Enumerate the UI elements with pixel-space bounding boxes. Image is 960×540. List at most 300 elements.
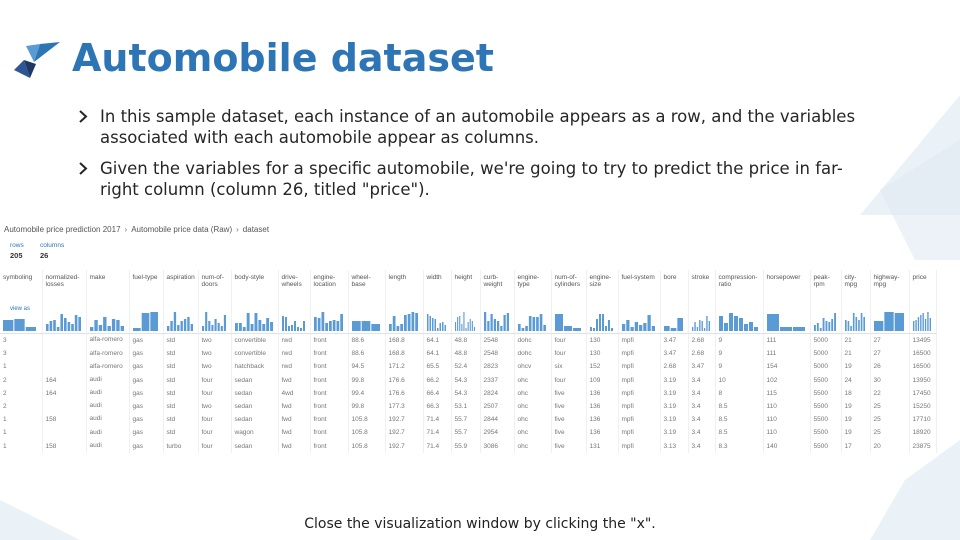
histogram-icon: [913, 309, 932, 331]
histogram-bar: [26, 327, 36, 331]
table-cell: 25: [870, 400, 909, 413]
table-row: [0, 334, 936, 348]
histogram-bar: [647, 315, 650, 331]
table-cell: 25: [870, 426, 909, 439]
breadcrumb-item[interactable]: Automobile price prediction 2017: [4, 225, 121, 234]
column-header[interactable]: price: [909, 270, 936, 300]
column-histogram[interactable]: [480, 300, 514, 334]
histogram-bar: [432, 318, 434, 331]
histogram-bar: [220, 326, 222, 331]
column-histogram[interactable]: [870, 300, 909, 334]
table-cell: 17710: [909, 413, 936, 426]
table-cell: audi: [86, 426, 129, 439]
table-cell: 168.8: [385, 347, 423, 360]
column-histogram[interactable]: [688, 300, 715, 334]
table-cell: gas: [129, 360, 163, 373]
histogram-bar: [336, 321, 339, 331]
table-cell: 176.6: [385, 387, 423, 400]
histogram-bar: [539, 314, 542, 331]
histogram-bar: [116, 320, 119, 331]
table-cell: 16500: [909, 347, 936, 360]
histogram-bar: [98, 325, 101, 331]
histogram-icon: [455, 309, 476, 331]
column-header[interactable]: horsepower: [763, 270, 810, 300]
column-histogram[interactable]: [451, 300, 480, 334]
histogram-bar: [611, 328, 613, 331]
histogram-bar: [223, 315, 225, 331]
column-histogram[interactable]: [163, 300, 198, 334]
table-cell: rwd: [278, 360, 310, 373]
table-cell: 94.5: [348, 360, 385, 373]
table-cell: 110: [763, 400, 810, 413]
histogram-bar: [442, 322, 444, 331]
column-header[interactable]: peak-rpm: [810, 270, 841, 300]
table-cell: 17450: [909, 387, 936, 400]
table-cell: mpfi: [618, 440, 660, 453]
table-cell: 3.47: [660, 334, 688, 348]
table-cell: 192.7: [385, 426, 423, 439]
table-cell: 111: [763, 347, 810, 360]
histogram-bar: [490, 314, 492, 331]
table-cell: 110: [763, 426, 810, 439]
column-header[interactable]: body-style: [231, 270, 278, 300]
histogram-bar: [133, 328, 141, 331]
histogram-bar: [605, 326, 607, 331]
table-cell: 13950: [909, 374, 936, 387]
column-header[interactable]: compression-ratio: [715, 270, 763, 300]
histogram-bar: [543, 325, 546, 331]
column-histogram[interactable]: [198, 300, 231, 334]
table-row: [0, 400, 936, 413]
histogram-bar: [744, 324, 748, 331]
histogram-bar: [894, 313, 903, 331]
table-cell: front: [310, 334, 348, 348]
bullet-text: In this sample dataset, each instance of an automobile appears as a row, and the variables associated with each automobile appear as columns.: [100, 107, 856, 147]
histogram-bar: [120, 326, 123, 331]
histogram-icon: [235, 309, 274, 331]
histogram-bar: [288, 326, 290, 331]
histogram-bar: [471, 321, 472, 331]
table-cell: four: [198, 440, 231, 453]
histogram-bar: [329, 321, 332, 331]
histogram-bar: [729, 313, 733, 331]
histogram-bar: [325, 323, 328, 331]
bullet-list: [78, 106, 878, 210]
histogram-bar: [724, 323, 728, 331]
histogram-bar: [238, 323, 241, 331]
dataset-table: [0, 270, 937, 453]
histogram-bar: [180, 321, 182, 331]
table-cell: 54.3: [451, 387, 480, 400]
histogram-icon: [664, 309, 684, 331]
histogram-icon: [590, 309, 614, 331]
table-cell: std: [163, 347, 198, 360]
table-cell: 66.4: [423, 387, 451, 400]
histogram-bar: [528, 316, 531, 331]
column-histogram[interactable]: [618, 300, 660, 334]
histogram-bar: [536, 317, 539, 331]
histogram-bar: [767, 314, 779, 331]
column-header[interactable]: num-of-cylinders: [551, 270, 586, 300]
histogram-bar: [467, 322, 468, 331]
histogram-bar: [694, 322, 695, 331]
table-cell: 5500: [810, 374, 841, 387]
histogram-bar: [593, 328, 595, 331]
histogram-bar: [53, 320, 56, 331]
table-cell: 2548: [480, 334, 514, 348]
histogram-icon: [90, 309, 125, 331]
histogram-bar: [396, 326, 399, 331]
histogram-bar: [719, 316, 723, 331]
breadcrumb-item[interactable]: Automobile price data (Raw): [131, 225, 233, 234]
table-cell: 5000: [810, 347, 841, 360]
histogram-icon: [314, 309, 344, 331]
histogram-bar: [321, 312, 324, 331]
column-header[interactable]: curb-weight: [480, 270, 514, 300]
table-cell: mpfi: [618, 426, 660, 439]
histogram-bar: [884, 312, 893, 331]
table-cell: four: [551, 347, 586, 360]
table-cell: five: [551, 400, 586, 413]
histogram-bar: [205, 312, 207, 331]
column-header[interactable]: make: [86, 270, 129, 300]
table-cell: [42, 360, 86, 373]
table-cell: std: [163, 334, 198, 348]
histogram-icon: [427, 309, 447, 331]
table-row: [0, 426, 936, 439]
histogram-bar: [190, 324, 192, 331]
table-cell: mpfi: [618, 387, 660, 400]
histogram-bar: [924, 319, 925, 331]
table-cell: 55.7: [451, 426, 480, 439]
histogram-bar: [701, 321, 702, 331]
histogram-bar: [111, 319, 114, 331]
histogram-bar: [497, 321, 499, 331]
table-cell: 19: [841, 413, 870, 426]
table-cell: four: [198, 374, 231, 387]
table-cell: front: [310, 440, 348, 453]
histogram-bar: [913, 321, 914, 331]
table-cell: 177.3: [385, 400, 423, 413]
histogram-bar: [150, 312, 158, 331]
column-histogram[interactable]: [278, 300, 310, 334]
column-header[interactable]: normalized-losses: [42, 270, 86, 300]
table-cell: ohc: [514, 400, 551, 413]
column-header[interactable]: stroke: [688, 270, 715, 300]
histogram-bar: [217, 323, 219, 331]
histogram-bar: [461, 324, 462, 331]
table-cell: 55.7: [451, 413, 480, 426]
table-cell: gas: [129, 400, 163, 413]
histogram-bar: [734, 316, 738, 331]
histogram-bar: [521, 328, 524, 331]
column-header[interactable]: symboling: [0, 270, 42, 300]
histogram-bar: [235, 323, 238, 331]
table-cell: hatchback: [231, 360, 278, 373]
histogram-bar: [463, 312, 464, 331]
histogram-icon: [814, 309, 837, 331]
histogram-bar: [596, 319, 598, 331]
table-cell: 5000: [810, 334, 841, 348]
table-cell: 18: [841, 387, 870, 400]
histogram-icon: [692, 309, 711, 331]
column-header[interactable]: bore: [660, 270, 688, 300]
histogram-bar: [822, 318, 824, 331]
histogram-bar: [400, 324, 403, 331]
column-header[interactable]: length: [385, 270, 423, 300]
column-header[interactable]: highway-mpg: [870, 270, 909, 300]
table-cell: 105.8: [348, 440, 385, 453]
table-cell: 3.19: [660, 387, 688, 400]
histogram-bar: [630, 327, 633, 331]
table-cell: 19: [841, 426, 870, 439]
table-cell: std: [163, 413, 198, 426]
table-cell: 4wd: [278, 387, 310, 400]
column-histogram[interactable]: [86, 300, 129, 334]
column-histogram[interactable]: [0, 300, 42, 334]
table-cell: 17: [841, 440, 870, 453]
table-cell: fwd: [278, 426, 310, 439]
table-cell: 21: [841, 334, 870, 348]
table-cell: audi: [86, 440, 129, 453]
histogram-bar: [415, 313, 418, 331]
table-cell: 53.1: [451, 400, 480, 413]
histogram-bar: [389, 324, 392, 331]
table-cell: 88.6: [348, 347, 385, 360]
histogram-bar: [780, 327, 792, 331]
table-cell: 3086: [480, 440, 514, 453]
table-cell: [42, 334, 86, 348]
histogram-bar: [300, 328, 302, 331]
table-cell: sedan: [231, 400, 278, 413]
histogram-bar: [739, 318, 743, 331]
column-header[interactable]: drive-wheels: [278, 270, 310, 300]
histogram-bar: [602, 314, 604, 331]
view-as-label[interactable]: view as: [10, 306, 31, 312]
histogram-bar: [214, 319, 216, 331]
table-cell: alfa-romero: [86, 347, 129, 360]
table-cell: dohc: [514, 334, 551, 348]
column-header[interactable]: engine-size: [586, 270, 618, 300]
histogram-bar: [927, 312, 928, 331]
table-cell: front: [310, 347, 348, 360]
table-cell: 2507: [480, 400, 514, 413]
histogram-bar: [858, 320, 860, 331]
table-cell: gas: [129, 426, 163, 439]
table-cell: 154: [763, 360, 810, 373]
table-cell: dohc: [514, 347, 551, 360]
histogram-bar: [708, 321, 709, 331]
column-header[interactable]: num-of-doors: [198, 270, 231, 300]
table-cell: 3.19: [660, 400, 688, 413]
histogram-bar: [670, 328, 676, 331]
column-histogram[interactable]: [310, 300, 348, 334]
table-cell: 8: [715, 387, 763, 400]
table-cell: 2.68: [688, 347, 715, 360]
column-header[interactable]: height: [451, 270, 480, 300]
histogram-bar: [71, 324, 74, 331]
histogram-icon: [167, 309, 194, 331]
chevron-right-icon: [78, 162, 88, 175]
column-histogram[interactable]: [841, 300, 870, 334]
histogram-bar: [211, 325, 213, 331]
histogram-bar: [90, 327, 93, 331]
column-histogram[interactable]: [763, 300, 810, 334]
histogram-bar: [14, 319, 24, 331]
column-header[interactable]: engine-location: [310, 270, 348, 300]
table-cell: gas: [129, 440, 163, 453]
breadcrumb: [4, 225, 269, 234]
histogram-bar: [651, 326, 654, 331]
histogram-bar: [103, 317, 106, 331]
column-histogram[interactable]: [810, 300, 841, 334]
histogram-bar: [473, 327, 474, 331]
table-cell: mpfi: [618, 334, 660, 348]
column-header[interactable]: aspiration: [163, 270, 198, 300]
histogram-bar: [183, 319, 185, 331]
table-cell: 115: [763, 387, 810, 400]
histogram-bar: [506, 313, 508, 331]
table-cell: 9: [715, 347, 763, 360]
histogram-bar: [825, 321, 827, 331]
column-header[interactable]: width: [423, 270, 451, 300]
column-histogram[interactable]: [715, 300, 763, 334]
table-cell: sedan: [231, 440, 278, 453]
table-cell: sedan: [231, 374, 278, 387]
table-cell: 2.68: [660, 360, 688, 373]
table-cell: 27: [870, 334, 909, 348]
table-cell: ohc: [514, 440, 551, 453]
histogram-bar: [262, 324, 265, 331]
column-header[interactable]: fuel-type: [129, 270, 163, 300]
histogram-bar: [917, 317, 918, 331]
column-header[interactable]: engine-type: [514, 270, 551, 300]
table-cell: audi: [86, 400, 129, 413]
table-cell: 66.2: [423, 374, 451, 387]
table-cell: gas: [129, 374, 163, 387]
column-histogram[interactable]: [385, 300, 423, 334]
histogram-bar: [246, 313, 249, 331]
histogram-icon: [719, 309, 759, 331]
histogram-bar: [929, 318, 930, 331]
table-cell: two: [198, 360, 231, 373]
histogram-bar: [427, 314, 429, 331]
column-histogram[interactable]: [514, 300, 551, 334]
table-cell: 2: [0, 387, 42, 400]
histogram-icon: [484, 309, 510, 331]
table-cell: audi: [86, 387, 129, 400]
slide-title: Automobile dataset: [72, 36, 494, 80]
histogram-bar: [555, 314, 563, 331]
table-cell: 64.1: [423, 347, 451, 360]
histogram-bar: [465, 328, 466, 331]
table-cell: [42, 347, 86, 360]
table-cell: gas: [129, 387, 163, 400]
histogram-bar: [303, 321, 305, 331]
table-cell: 136: [586, 387, 618, 400]
histogram-icon: [622, 309, 656, 331]
histogram-icon: [389, 309, 419, 331]
table-cell: 9: [715, 334, 763, 348]
table-cell: 48.8: [451, 334, 480, 348]
histogram-bar: [860, 313, 862, 331]
column-histogram[interactable]: [423, 300, 451, 334]
histogram-bar: [371, 324, 380, 331]
histogram-bar: [469, 319, 470, 331]
table-cell: 2: [0, 400, 42, 413]
column-histogram[interactable]: [909, 300, 936, 334]
table-cell: gas: [129, 347, 163, 360]
table-cell: 5500: [810, 387, 841, 400]
histogram-bar: [258, 320, 261, 331]
column-histogram[interactable]: [129, 300, 163, 334]
histogram-bar: [404, 315, 407, 331]
table-cell: 99.4: [348, 387, 385, 400]
histogram-bar: [429, 316, 431, 331]
histogram-bar: [819, 328, 821, 331]
histogram-bar: [831, 319, 833, 331]
dataset-visualization-screenshot: [0, 218, 960, 480]
histogram-bar: [484, 312, 486, 331]
table-header-row: [0, 270, 936, 300]
histogram-bar: [285, 317, 287, 331]
chevron-right-icon: ›: [124, 225, 128, 234]
histogram-bar: [847, 321, 849, 331]
table-cell: 3: [0, 334, 42, 348]
table-cell: front: [310, 374, 348, 387]
histogram-bar: [170, 321, 172, 331]
histogram-bar: [254, 313, 257, 331]
table-cell: turbo: [163, 440, 198, 453]
table-cell: 48.8: [451, 347, 480, 360]
histogram-bar: [141, 313, 149, 331]
histogram-bar: [49, 321, 52, 331]
histogram-bar: [270, 322, 273, 331]
histogram-bar: [411, 312, 414, 331]
histogram-bar: [439, 323, 441, 331]
table-cell: 27: [870, 347, 909, 360]
histogram-bar: [64, 318, 67, 331]
table-cell: convertible: [231, 347, 278, 360]
table-cell: 71.4: [423, 413, 451, 426]
column-header[interactable]: city-mpg: [841, 270, 870, 300]
column-histogram[interactable]: [660, 300, 688, 334]
table-cell: sedan: [231, 387, 278, 400]
column-histogram[interactable]: [42, 300, 86, 334]
column-header[interactable]: fuel-system: [618, 270, 660, 300]
histogram-bar: [503, 315, 505, 331]
column-histogram[interactable]: [586, 300, 618, 334]
table-cell: audi: [86, 374, 129, 387]
rows-count: 205: [10, 251, 23, 260]
table-cell: fwd: [278, 374, 310, 387]
histogram-bar: [317, 318, 320, 331]
column-histogram[interactable]: [551, 300, 586, 334]
column-header[interactable]: wheel-base: [348, 270, 385, 300]
table-cell: front: [310, 413, 348, 426]
histogram-bar: [173, 312, 175, 331]
histogram-bar: [852, 313, 854, 331]
histogram-icon: [845, 309, 866, 331]
histogram-bar: [294, 321, 296, 331]
histogram-bar: [291, 325, 293, 331]
table-cell: wagon: [231, 426, 278, 439]
table-cell: rwd: [278, 347, 310, 360]
table-cell: 1: [0, 360, 42, 373]
table-cell: 3.19: [660, 374, 688, 387]
column-histogram[interactable]: [348, 300, 385, 334]
column-histogram[interactable]: [231, 300, 278, 334]
